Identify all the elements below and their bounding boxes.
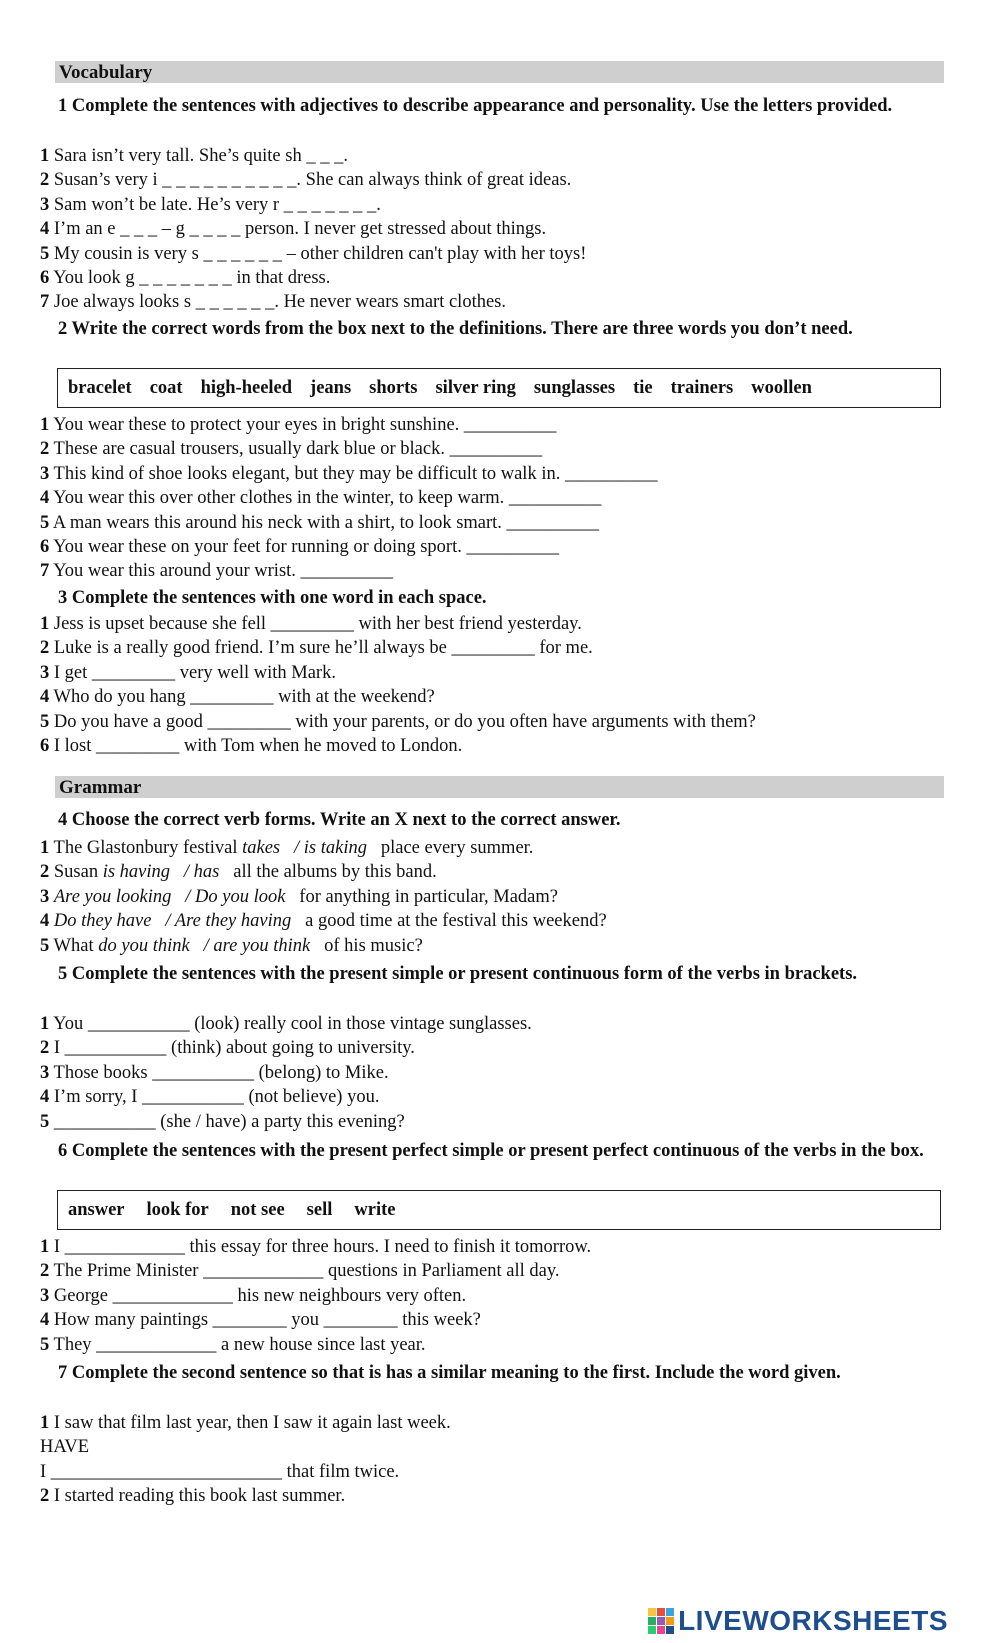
list-item xyxy=(40,486,940,510)
list-item xyxy=(40,1308,940,1332)
exercise-6-instruction: 6 Complete the sentences with the present perfect simple or present perfect continuous of the verbs in the box. xyxy=(58,1141,924,1161)
list-item xyxy=(40,144,940,168)
item-number: 5 xyxy=(40,935,50,956)
item-number: 5 xyxy=(40,1334,50,1355)
box-word: high-heeled xyxy=(200,378,293,398)
item-text-post: place every summer. xyxy=(380,838,534,858)
logo-cell xyxy=(666,1608,674,1616)
item-number: 7 xyxy=(40,292,50,313)
item-number: 2 xyxy=(40,638,50,659)
option-b[interactable]: / has xyxy=(183,862,220,883)
logo-grid-icon xyxy=(648,1608,674,1634)
box-word: jeans xyxy=(310,378,352,398)
list-item xyxy=(40,1036,940,1060)
option-a[interactable]: Are you looking xyxy=(53,886,172,907)
item-number: 7 xyxy=(40,561,50,582)
item-text[interactable]: I _____________ this essay for three hours. I need to finish it tomorrow. xyxy=(53,1237,592,1257)
list-item xyxy=(40,710,940,734)
list-item xyxy=(40,1110,940,1134)
list-item xyxy=(40,193,940,217)
item-number: 4 xyxy=(40,911,50,932)
exercise-6-word-box xyxy=(57,1190,941,1230)
item-text[interactable]: Sam won’t be late. He’s very r _ _ _ _ _ _ _. xyxy=(53,194,381,215)
list-item xyxy=(40,437,940,461)
item-number: 2 xyxy=(40,1486,50,1507)
item-text[interactable]: Sara isn’t very tall. She’s quite sh _ _ _. xyxy=(53,146,348,166)
exercise-6-list xyxy=(40,1235,940,1357)
option-a[interactable]: do you think xyxy=(98,935,190,956)
item-number: 5 xyxy=(40,1111,50,1132)
item-number: 1 xyxy=(40,838,50,858)
item-text-post: all the albums by this band. xyxy=(233,862,437,883)
option-a[interactable]: Do they have xyxy=(53,911,152,932)
item-number: 1 xyxy=(40,1237,50,1257)
option-b[interactable]: / Do you look xyxy=(185,886,286,907)
list-item xyxy=(40,1259,940,1283)
list-item xyxy=(40,242,940,266)
item-number: 5 xyxy=(40,711,50,732)
item-text[interactable]: You look g _ _ _ _ _ _ _ in that dress. xyxy=(53,267,331,288)
item-text[interactable]: My cousin is very s _ _ _ _ _ _ – other children can't play with her toys! xyxy=(53,243,587,264)
list-item xyxy=(40,1012,940,1036)
item-number: 4 xyxy=(40,1310,50,1331)
item-text[interactable]: You wear this over other clothes in the winter, to keep warm. __________ xyxy=(53,488,602,509)
logo-cell xyxy=(666,1617,674,1625)
list-item xyxy=(40,661,940,685)
item-text[interactable]: Do you have a good _________ with your parents, or do you often have arguments with them? xyxy=(53,711,756,732)
exercise-5-instruction: 5 Complete the sentences with the present simple or present continuous form of the verbs in brackets. xyxy=(58,964,858,984)
item-text[interactable]: These are casual trousers, usually dark blue or black. __________ xyxy=(53,439,543,460)
item-text[interactable]: George _____________ his new neighbours very often. xyxy=(53,1285,467,1306)
exercise-2-word-box xyxy=(57,368,941,408)
item-number: 3 xyxy=(40,194,50,215)
item-text[interactable]: How many paintings ________ you ________ this week? xyxy=(53,1310,481,1331)
item-number: 4 xyxy=(40,219,50,240)
exercise-3-instruction: 3 Complete the sentences with one word in each space. xyxy=(58,588,487,608)
item-number: 5 xyxy=(40,243,50,264)
list-item xyxy=(40,934,940,958)
list-item xyxy=(40,1085,940,1109)
box-word: look for xyxy=(146,1200,209,1220)
list-item xyxy=(40,413,940,437)
item-number: 6 xyxy=(40,267,50,288)
box-word: woollen xyxy=(751,378,812,398)
item-number: 2 xyxy=(40,439,50,460)
item-text[interactable]: Luke is a really good friend. I’m sure he’ll always be _________ for me. xyxy=(53,638,593,659)
list-item xyxy=(40,511,940,535)
list-item xyxy=(40,1411,940,1435)
item-number: 1 xyxy=(40,614,50,634)
item-text[interactable]: A man wears this around his neck with a shirt, to look smart. __________ xyxy=(52,512,600,533)
box-word: tie xyxy=(633,378,653,398)
item-number: 2 xyxy=(40,1261,50,1282)
box-word: not see xyxy=(230,1200,285,1220)
list-item xyxy=(40,266,940,290)
list-item xyxy=(40,1061,940,1085)
box-word: shorts xyxy=(369,378,418,398)
item-text[interactable]: Those books ___________ (belong) to Mike. xyxy=(53,1062,389,1083)
item-text-pre: Susan xyxy=(53,862,103,883)
exercise-2-instruction: 2 Write the correct words from the box next to the definitions. There are three words you don’t need. xyxy=(58,319,853,339)
exercise-7-instruction: 7 Complete the second sentence so that is has a similar meaning to the first. Include the word given. xyxy=(58,1363,841,1383)
box-word: sunglasses xyxy=(533,378,616,398)
item-number: 1 xyxy=(40,1413,50,1433)
list-item xyxy=(40,1484,940,1508)
option-b[interactable]: / are you think xyxy=(203,935,311,956)
item-text-post: a good time at the festival this weekend? xyxy=(305,911,607,932)
list-item xyxy=(40,559,940,583)
logo-cell xyxy=(648,1626,656,1634)
answer-line[interactable]: I _________________________ that film twice. xyxy=(40,1461,400,1482)
item-text[interactable]: You wear these on your feet for running or doing sport. __________ xyxy=(53,536,559,557)
item-number: 3 xyxy=(40,463,50,484)
list-item xyxy=(40,168,940,192)
item-number: 4 xyxy=(40,687,50,708)
item-text-post: of his music? xyxy=(324,935,423,956)
list-item xyxy=(40,636,940,660)
box-word: sell xyxy=(306,1200,333,1220)
item-text[interactable]: Jess is upset because she fell _________ with her best friend yesterday. xyxy=(53,614,582,634)
box-word: bracelet xyxy=(68,378,132,398)
section-header-grammar: Grammar xyxy=(55,776,944,798)
item-text[interactable]: Susan’s very i _ _ _ _ _ _ _ _ _ _. She can always think of great ideas. xyxy=(53,170,572,191)
logo-cell xyxy=(657,1608,665,1616)
exercise-2-list xyxy=(40,413,940,584)
item-text[interactable]: I’m an e _ _ _ – g _ _ _ _ person. I never get stressed about things. xyxy=(53,219,547,240)
logo-cell xyxy=(648,1608,656,1616)
list-item xyxy=(40,462,940,486)
list-item xyxy=(40,290,940,314)
item-text[interactable]: This kind of shoe looks elegant, but they may be difficult to walk in. __________ xyxy=(53,463,658,484)
exercise-1-list xyxy=(40,144,940,315)
keyword: HAVE xyxy=(40,1437,89,1458)
section-header-vocabulary: Vocabulary xyxy=(55,61,944,83)
logo-cell xyxy=(666,1626,674,1634)
item-number: 2 xyxy=(40,1038,50,1059)
item-text[interactable]: Joe always looks s _ _ _ _ _ _. He never wears smart clothes. xyxy=(53,292,506,313)
item-text[interactable]: You ___________ (look) really cool in those vintage sunglasses. xyxy=(53,1014,532,1034)
item-text[interactable]: I ___________ (think) about going to university. xyxy=(53,1038,415,1059)
list-item xyxy=(40,909,940,933)
item-text[interactable]: You wear this around your wrist. __________ xyxy=(53,561,394,582)
box-word: trainers xyxy=(670,378,734,398)
item-text: I started reading this book last summer. xyxy=(53,1486,346,1507)
box-word: coat xyxy=(149,378,183,398)
option-b[interactable]: / is taking xyxy=(294,838,367,858)
exercise-1-instruction: 1 Complete the sentences with adjectives to describe appearance and personality. Use the letters provided. xyxy=(58,96,893,116)
item-number: 3 xyxy=(40,662,50,683)
list-item xyxy=(40,217,940,241)
item-text: I saw that film last year, then I saw it again last week. xyxy=(53,1413,451,1433)
box-word: silver ring xyxy=(435,378,516,398)
option-a[interactable]: is having xyxy=(102,862,171,883)
item-number: 4 xyxy=(40,488,50,509)
list-item xyxy=(40,1284,940,1308)
list-item xyxy=(40,885,940,909)
list-item xyxy=(40,685,940,709)
item-number: 1 xyxy=(40,146,50,166)
item-number: 5 xyxy=(40,512,50,533)
box-word: answer xyxy=(68,1200,125,1220)
item-number: 3 xyxy=(40,1285,50,1306)
exercise-7-list xyxy=(40,1411,940,1509)
logo-cell xyxy=(657,1617,665,1625)
item-text[interactable]: Who do you hang _________ with at the weekend? xyxy=(53,687,435,708)
item-number: 2 xyxy=(40,862,50,883)
exercise-4-list xyxy=(40,836,940,958)
list-item xyxy=(40,1235,940,1259)
item-number: 6 xyxy=(40,536,50,557)
list-item xyxy=(40,836,940,860)
item-number: 1 xyxy=(40,1014,50,1034)
item-number: 4 xyxy=(40,1087,50,1108)
exercise-4-instruction: 4 Choose the correct verb forms. Write an X next to the correct answer. xyxy=(58,810,621,830)
item-number: 6 xyxy=(40,735,50,756)
item-text-post: for anything in particular, Madam? xyxy=(299,886,558,907)
list-item xyxy=(40,535,940,559)
option-b[interactable]: / Are they having xyxy=(165,911,292,932)
list-item xyxy=(40,1333,940,1357)
item-text[interactable]: The Prime Minister _____________ questions in Parliament all day. xyxy=(53,1261,560,1282)
item-number: 2 xyxy=(40,170,50,191)
item-number: 1 xyxy=(40,415,50,435)
item-number: 3 xyxy=(40,1062,50,1083)
item-number: 3 xyxy=(40,886,50,907)
liveworksheets-logo xyxy=(648,1606,948,1636)
list-item xyxy=(40,860,940,884)
exercise-5-list xyxy=(40,1012,940,1134)
list-item xyxy=(40,734,940,758)
logo-text: LIVEWORKSHEETS xyxy=(678,1605,948,1636)
item-text[interactable]: They _____________ a new house since last year. xyxy=(53,1334,426,1355)
box-word: write xyxy=(354,1200,396,1220)
option-a[interactable]: takes xyxy=(242,838,281,858)
item-text[interactable]: I’m sorry, I ___________ (not believe) you. xyxy=(53,1087,380,1108)
exercise-3-list xyxy=(40,612,940,758)
item-text-pre: What xyxy=(53,935,99,956)
item-text[interactable]: ___________ (she / have) a party this evening? xyxy=(53,1111,405,1132)
list-item xyxy=(40,612,940,636)
logo-cell xyxy=(648,1617,656,1625)
item-text[interactable]: I lost _________ with Tom when he moved to London. xyxy=(53,735,463,756)
item-text[interactable]: I get _________ very well with Mark. xyxy=(53,662,336,683)
item-text[interactable]: You wear these to protect your eyes in bright sunshine. __________ xyxy=(53,415,557,435)
item-text-pre: The Glastonbury festival xyxy=(53,838,243,858)
logo-cell xyxy=(657,1626,665,1634)
